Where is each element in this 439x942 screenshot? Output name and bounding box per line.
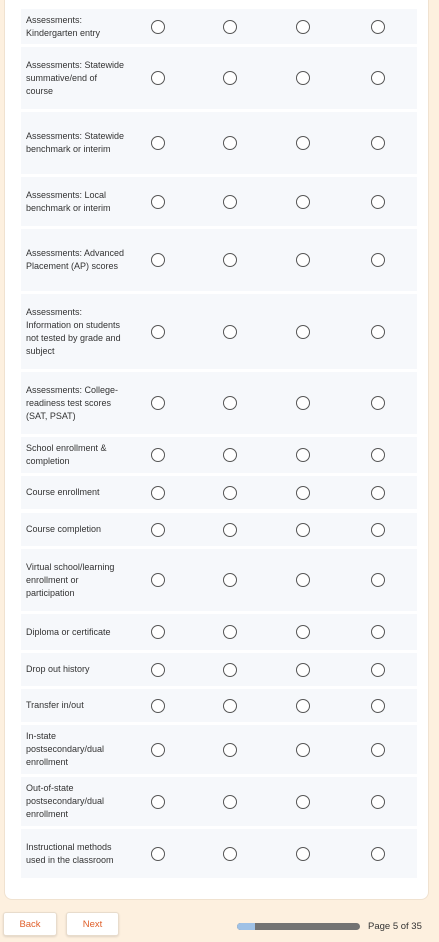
radio-option-3[interactable]	[296, 699, 310, 713]
radio-option-3[interactable]	[296, 795, 310, 809]
matrix-row-label: Drop out history	[26, 664, 90, 674]
matrix-row-label: Out-of-state postsecondary/dual enrollment	[26, 783, 105, 819]
radio-option-2[interactable]	[223, 573, 237, 587]
radio-option-2[interactable]	[223, 396, 237, 410]
matrix-row	[21, 549, 417, 611]
radio-option-2[interactable]	[223, 486, 237, 500]
matrix-row	[21, 294, 417, 369]
radio-option-4[interactable]	[371, 71, 385, 85]
radio-option-1[interactable]	[151, 847, 165, 861]
back-button[interactable]: Back	[3, 912, 57, 936]
radio-option-2[interactable]	[223, 795, 237, 809]
radio-option-3[interactable]	[296, 71, 310, 85]
radio-option-1[interactable]	[151, 663, 165, 677]
radio-option-1[interactable]	[151, 795, 165, 809]
matrix-row-label: Assessments: Information on students not tested by grade and subject	[26, 306, 121, 356]
matrix-row	[21, 777, 417, 826]
radio-option-3[interactable]	[296, 625, 310, 639]
radio-option-1[interactable]	[151, 253, 165, 267]
radio-option-2[interactable]	[223, 523, 237, 537]
radio-option-1[interactable]	[151, 20, 165, 34]
radio-option-2[interactable]	[223, 448, 237, 462]
radio-option-1[interactable]	[151, 625, 165, 639]
radio-option-4[interactable]	[371, 625, 385, 639]
matrix-row-label: Assessments: Statewide summative/end of course	[26, 59, 125, 96]
matrix-row-label: Course enrollment	[26, 487, 100, 497]
radio-option-3[interactable]	[296, 486, 310, 500]
radio-option-1[interactable]	[151, 486, 165, 500]
radio-option-4[interactable]	[371, 663, 385, 677]
radio-option-2[interactable]	[223, 20, 237, 34]
radio-option-4[interactable]	[371, 195, 385, 209]
radio-option-2[interactable]	[223, 195, 237, 209]
matrix-row	[21, 229, 417, 291]
radio-option-1[interactable]	[151, 573, 165, 587]
next-button[interactable]: Next	[66, 912, 119, 936]
radio-option-1[interactable]	[151, 448, 165, 462]
matrix-row-label: Instructional methods used in the classroom	[26, 841, 114, 865]
radio-option-2[interactable]	[223, 136, 237, 150]
radio-option-1[interactable]	[151, 523, 165, 537]
matrix-row	[21, 372, 417, 434]
matrix-row	[21, 829, 417, 878]
radio-option-4[interactable]	[371, 486, 385, 500]
matrix-row	[21, 689, 417, 722]
radio-option-3[interactable]	[296, 847, 310, 861]
radio-option-1[interactable]	[151, 136, 165, 150]
matrix-row-label: Assessments: Statewide benchmark or interim	[26, 131, 125, 154]
radio-option-3[interactable]	[296, 396, 310, 410]
matrix-row-label: Assessments: College-readiness test scores (SAT, PSAT)	[26, 384, 119, 421]
radio-option-3[interactable]	[296, 20, 310, 34]
matrix-row-label: Transfer in/out	[26, 700, 84, 710]
radio-option-3[interactable]	[296, 136, 310, 150]
radio-option-4[interactable]	[371, 136, 385, 150]
radio-option-4[interactable]	[371, 325, 385, 339]
radio-option-1[interactable]	[151, 743, 165, 757]
radio-option-3[interactable]	[296, 195, 310, 209]
radio-option-4[interactable]	[371, 795, 385, 809]
radio-option-1[interactable]	[151, 396, 165, 410]
matrix-row-label: Assessments: Kindergarten entry	[26, 14, 101, 38]
radio-option-1[interactable]	[151, 71, 165, 85]
radio-option-2[interactable]	[223, 847, 237, 861]
progress-bar	[237, 923, 360, 930]
radio-option-2[interactable]	[223, 71, 237, 85]
matrix-row	[21, 653, 417, 686]
radio-option-2[interactable]	[223, 625, 237, 639]
radio-option-4[interactable]	[371, 743, 385, 757]
radio-option-2[interactable]	[223, 743, 237, 757]
matrix-row	[21, 437, 417, 473]
survey-footer	[0, 900, 439, 942]
radio-option-1[interactable]	[151, 195, 165, 209]
matrix-row-label: Virtual school/learning enrollment or participation	[26, 561, 115, 598]
radio-option-4[interactable]	[371, 847, 385, 861]
matrix-row	[21, 476, 417, 509]
matrix-row-label: Course completion	[26, 524, 102, 534]
radio-option-3[interactable]	[296, 663, 310, 677]
matrix-row-label: Diploma or certificate	[26, 626, 111, 637]
survey-card	[4, 0, 429, 900]
matrix-row	[21, 9, 417, 44]
page-indicator: Page 5 of 35	[368, 921, 422, 932]
matrix-row	[21, 725, 417, 774]
progress-bar-fill	[237, 923, 255, 930]
radio-option-4[interactable]	[371, 396, 385, 410]
radio-option-3[interactable]	[296, 743, 310, 757]
matrix-row	[21, 177, 417, 226]
radio-option-4[interactable]	[371, 448, 385, 462]
radio-option-1[interactable]	[151, 325, 165, 339]
radio-option-3[interactable]	[296, 253, 310, 267]
matrix-row	[21, 47, 417, 109]
matrix-row-label: Assessments: Local benchmark or interim	[26, 189, 111, 213]
radio-option-2[interactable]	[223, 325, 237, 339]
radio-option-3[interactable]	[296, 325, 310, 339]
radio-option-4[interactable]	[371, 523, 385, 537]
matrix-row	[21, 513, 417, 546]
radio-option-2[interactable]	[223, 699, 237, 713]
radio-option-3[interactable]	[296, 573, 310, 587]
radio-option-2[interactable]	[223, 663, 237, 677]
radio-option-4[interactable]	[371, 573, 385, 587]
radio-option-4[interactable]	[371, 253, 385, 267]
matrix-row-label: School enrollment & completion	[26, 443, 107, 466]
matrix-row-label: Assessments: Advanced Placement (AP) scores	[26, 248, 125, 271]
matrix-row	[21, 112, 417, 174]
matrix-row-label: In-state postsecondary/dual enrollment	[26, 731, 105, 767]
radio-option-4[interactable]	[371, 699, 385, 713]
radio-option-3[interactable]	[296, 448, 310, 462]
radio-option-4[interactable]	[371, 20, 385, 34]
matrix-row	[21, 614, 417, 650]
radio-option-2[interactable]	[223, 253, 237, 267]
radio-option-3[interactable]	[296, 523, 310, 537]
radio-option-1[interactable]	[151, 699, 165, 713]
